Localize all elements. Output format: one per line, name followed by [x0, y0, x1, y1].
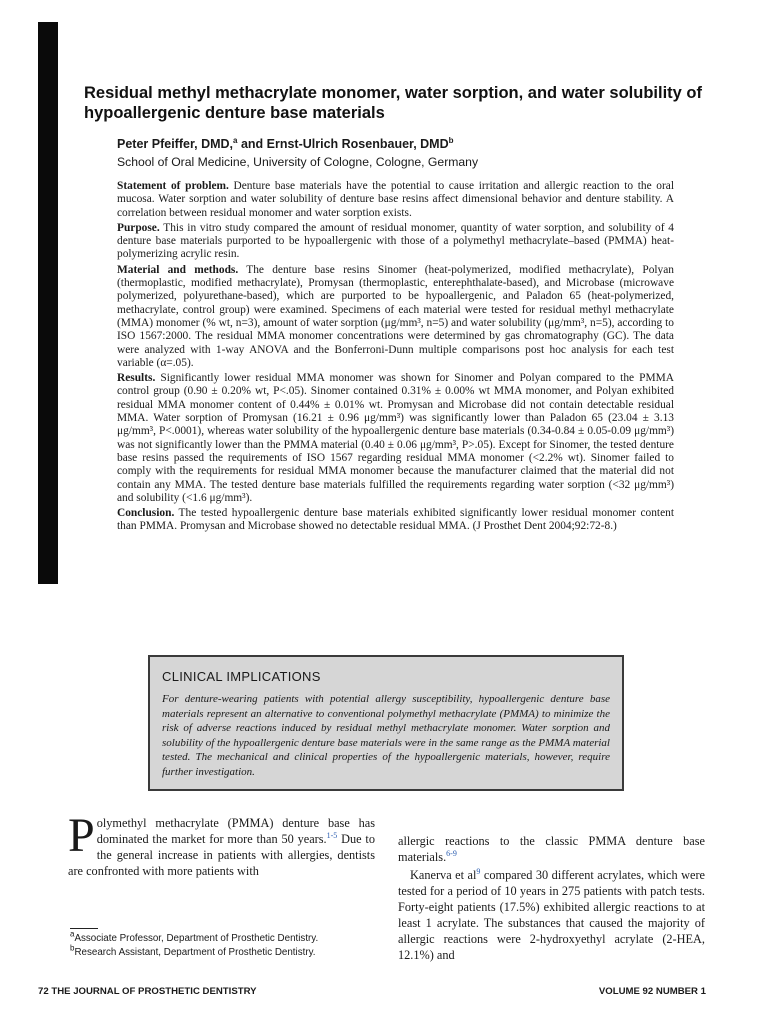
authors	[117, 137, 454, 152]
footer-journal: 72 THE JOURNAL OF PROSTHETIC DENTISTRY	[38, 986, 257, 997]
conclusion-label: Conclusion.	[117, 507, 175, 520]
methods-text: The denture base resins Sinomer (heat-polymerized, modified methacrylate), Polyan (thermoplastic, modified methacrylate), Promysan (thermoplastic, enterephthalate-based), and Microbase (microwave polymerized, polyurethane-based), which are purported to be hypoallergenic, and Paladon 65 (heat-polymerized, methacrylate, control group) were examined. Specimens of each material were tested for residual methyl methacrylate (MMA) monomer (% wt, n=3), amount of water sorption (μg/mm³, n=5) and water solubility (μg/mm³, n=5), according to ISO 1567:2000. The residual MMA monomer concentrations were determined by gas chromatography (GC). The data were analyzed with 1-way ANOVA and the Bonferroni-Dunn multiple comparisons post hoc analysis for each test variable (α=.05).	[117, 263, 675, 369]
right-text-2a: Kanerva et al	[410, 868, 477, 882]
abstract-statement	[117, 180, 674, 220]
results-text: Significantly lower residual MMA monomer was shown for Sinomer and Polyan compared to the PMMA control group (0.90 ± 0.20% wt, P<.05). Sinomer contained 0.31% ± 0.00% wt MMA monomer, and Polyan exhibited residual MMA monomer content of 0.44% ± 0.01% wt. Promysan and Microbase did not contain detectable residual MMA. Water sorption of Promysan (16.21 ± 0.96 μg/mm³) was significantly lower than Paladon 65 (23.04 ± 3.13 μg/mm³, P<.0001), whereas water solubility of the hypoallergenic denture base materials (0.34-0.84 ± 0.05-0.09 μg/mm³) was not significantly lower than the PMMA material (0.40 ± 0.06 μg/mm³, P>.05). Except for Sinomer, the tested denture base resins passed the requirements of ISO 1567 regarding residual MMA monomer (<2.2% wt). Sinomer failed to comply with the requirements for residual MMA monomer because the manufacturer claimed that the material did not contain any MMA. The tested denture base materials fulfilled the requirements regarding water sorption (<32 μg/mm³) and solubility (<1.6 μg/mm³).	[117, 372, 674, 504]
body-column-right	[398, 833, 705, 963]
clinical-implications-box	[148, 655, 624, 791]
footnote-b-mark: b	[70, 943, 75, 953]
right-text-1: allergic reactions to the classic PMMA denture base materials.	[398, 834, 705, 864]
citation-link[interactable]: 6-9	[446, 848, 457, 858]
footer-volume: VOLUME 92 NUMBER 1	[598, 986, 706, 997]
citation-link[interactable]: 1-5	[326, 830, 338, 840]
abstract	[117, 180, 674, 536]
citation-link[interactable]: 9	[476, 866, 481, 876]
intro-text-cont: Due to the general increase in patients with allergies, dentists are confronted with more patients with	[68, 832, 375, 878]
right-paragraph-1	[398, 833, 705, 865]
footnote-a-mark: a	[70, 929, 75, 939]
conclusion-text: The tested hypoallergenic denture base materials exhibited significantly lower residual monomer content than PMMA. Promysan and Microbase showed no detectable residual MMA. (J Prosthet Dent 2004;92:72-8.)	[117, 507, 674, 533]
statement-label: Statement of problem.	[117, 180, 229, 192]
abstract-purpose	[117, 222, 674, 262]
author-1-affil-mark: a	[233, 135, 238, 145]
intro-text: olymethyl methacrylate (PMMA) denture base has dominated the market for more than 50 years.	[96, 816, 375, 846]
methods-label: Material and methods.	[117, 263, 239, 276]
author-2: and Ernst-Ulrich Rosenbauer, DMD	[237, 137, 449, 151]
intro-paragraph	[68, 809, 375, 879]
right-text-2b: compared 30 different acrylates, which were tested for a period of 10 years in 275 patients with patch tests. Forty-eight patients (17.5%) exhibited allergic reactions to at least 1 acrylate. The substances that caused the majority of allergic reactions were 2-hydroxyethyl acrylate (2-HEA, 12.1%) and	[398, 868, 706, 962]
right-paragraph-2	[398, 867, 705, 963]
author-1: Peter Pfeiffer, DMD,	[117, 137, 234, 151]
footnote-a	[70, 929, 370, 946]
results-label: Results.	[117, 372, 156, 385]
clinical-heading: CLINICAL IMPLICATIONS	[162, 669, 321, 684]
footnote-b-text: Research Assistant, Department of Prosthetic Dentistry.	[74, 947, 316, 958]
clinical-text: For denture-wearing patients with potential allergy susceptibility, hypoallergenic denture base materials represent an alternative to conventional polymethyl methacrylate (PMMA) to minimize the risk of adverse reactions induced by residual methyl methacrylate monomer. Water sorption and solubility of the hypoallergenic denture base materials were in the same range as the PMMA material tested. The mechanical and clinical properties of the hypoallergenic materials, however, require further investigation.	[162, 693, 610, 778]
footnote-b	[70, 943, 370, 960]
author-2-affil-mark: b	[448, 135, 454, 145]
body-column-left	[68, 809, 375, 879]
article-title: Residual methyl methacrylate monomer, water sorption, and water solubility of hypoallergenic denture base materials	[84, 84, 702, 122]
affiliation: School of Oral Medicine, University of Cologne, Cologne, Germany	[117, 155, 479, 169]
abstract-conclusion	[117, 507, 674, 534]
statement-text: Denture base materials have the potential to cause irritation and allergic reaction to the oral mucosa. Water sorption and water solubility of denture base resins affect dimensional behavior and denture stability. A correlation between residual monomer and water sorption exists.	[117, 180, 674, 219]
footnote-a-text: Associate Professor, Department of Prosthetic Dentistry.	[74, 933, 319, 944]
footnotes	[70, 929, 370, 960]
drop-cap: P	[68, 809, 95, 862]
purpose-text: This in vitro study compared the amount of residual monomer, quantity of water sorption, and solubility of 4 denture base materials purported to be hypoallergenic with those of a polymethyl methacrylate–based (PMMA) heat-polymerizing acrylic resin.	[117, 221, 674, 261]
abstract-results	[117, 372, 674, 505]
purpose-label: Purpose.	[117, 221, 160, 234]
side-bar-decoration	[38, 22, 58, 584]
abstract-methods	[117, 264, 674, 370]
